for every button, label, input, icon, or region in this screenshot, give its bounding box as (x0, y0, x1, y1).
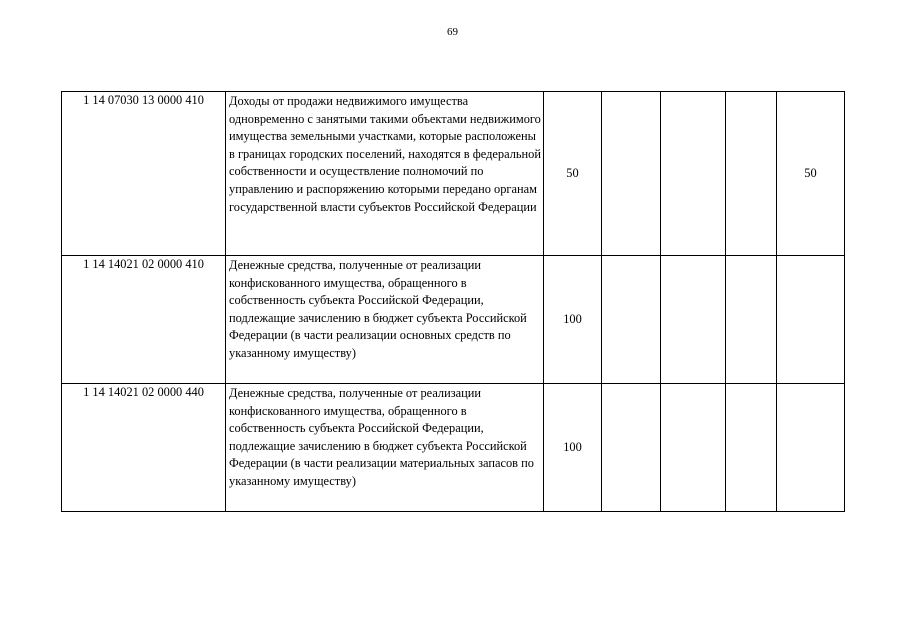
amount-cell-4 (726, 92, 777, 256)
amount-cell-5: 50 (777, 92, 845, 256)
description-cell: Доходы от продажи недвижимого имущества одновременно с занятыми такими объектами недвижимого имущества земельными участками, которые расположены в границах городских поселений, находятся в федеральной собственности и осуществление полномочий по управлению и распоряжению которыми передано органам государственной власти субъектов Российской Федерации (226, 92, 544, 256)
description-cell: Денежные средства, полученные от реализации конфискованного имущества, обращенного в собственность субъекта Российской Федерации, подлежащие зачислению в бюджет субъекта Российской Федерации (в части реализации материальных запасов по указанному имуществу) (226, 384, 544, 512)
amount-cell-2 (602, 92, 661, 256)
amount-cell-2 (602, 384, 661, 512)
amount-cell-1: 50 (544, 92, 602, 256)
amount-cell-1: 100 (544, 256, 602, 384)
amount-cell-4 (726, 256, 777, 384)
amount-cell-5 (777, 384, 845, 512)
revenue-table (61, 91, 845, 512)
description-cell: Денежные средства, полученные от реализации конфискованного имущества, обращенного в собственность субъекта Российской Федерации, подлежащие зачислению в бюджет субъекта Российской Федерации (в части реализации основных средств по указанному имуществу) (226, 256, 544, 384)
amount-cell-2 (602, 256, 661, 384)
budget-code-cell: 1 14 14021 02 0000 440 (62, 384, 226, 512)
table-row (62, 256, 845, 384)
page-number: 69 (447, 26, 458, 38)
table-row (62, 92, 845, 256)
amount-cell-3 (661, 256, 726, 384)
amount-cell-1: 100 (544, 384, 602, 512)
amount-cell-3 (661, 92, 726, 256)
amount-cell-5 (777, 256, 845, 384)
table-row (62, 384, 845, 512)
budget-code-cell: 1 14 14021 02 0000 410 (62, 256, 226, 384)
amount-cell-3 (661, 384, 726, 512)
amount-cell-4 (726, 384, 777, 512)
budget-code-cell: 1 14 07030 13 0000 410 (62, 92, 226, 256)
